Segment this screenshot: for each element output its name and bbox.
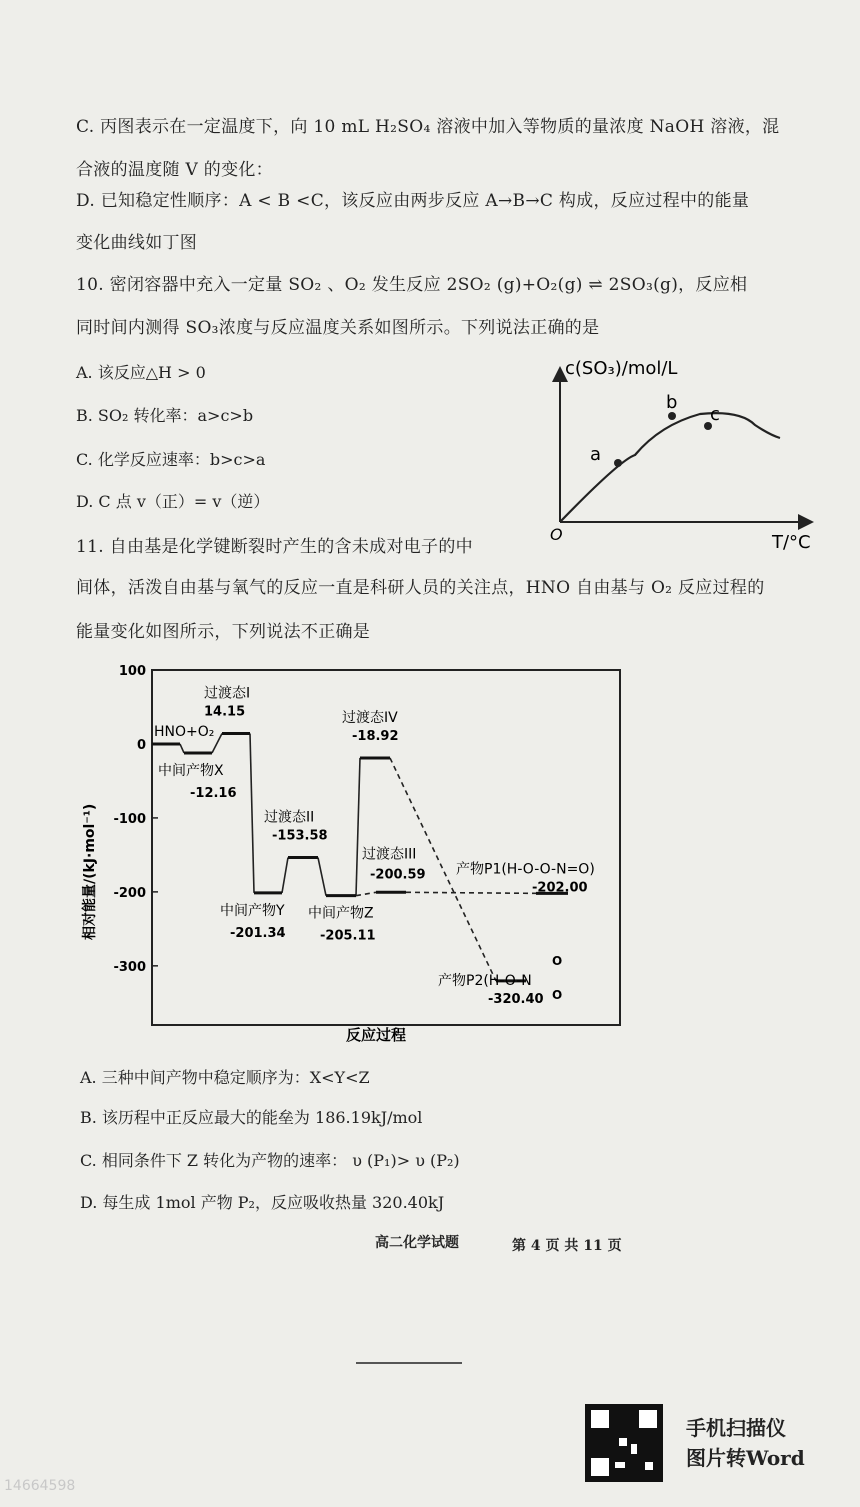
brand-line1: 手机扫描仪 (686, 1416, 786, 1440)
q11-connector (250, 733, 254, 892)
q11-option-d: D. 每生成 1mol 产物 P₂，反应吸收热量 320.40kJ (80, 1193, 445, 1212)
question-c-line1: C. 丙图表示在一定温度下，向 10 mL H₂SO₄ 溶液中加入等物质的量浓度 NaOH 溶液，混 (76, 117, 780, 137)
footer-subject: 高二化学试题 (375, 1235, 459, 1251)
q11-ytick-label: -300 (113, 959, 146, 975)
q10-point-c-label: c (710, 404, 720, 425)
q11-energy-diagram (80, 660, 640, 1050)
qr-code-icon (585, 1404, 663, 1482)
q10-point-a-label: a (590, 444, 602, 465)
q11-ytick-label: 0 (136, 737, 146, 753)
q10-curve (560, 413, 780, 522)
q11-option-a: A. 三种中间产物中稳定顺序为：X<Y<Z (80, 1068, 370, 1087)
question-d-line2: 变化曲线如丁图 (76, 233, 198, 253)
q11-level-value-4: -153.58 (272, 828, 328, 844)
q11-connector (180, 744, 184, 753)
q11-ytick-label: 100 (118, 664, 146, 679)
brand-line2: 图片转Word (686, 1446, 805, 1470)
q10-chart (540, 350, 830, 560)
q10-option-c: C. 化学反应速率：b>c>a (76, 450, 266, 469)
q11-connector (356, 758, 360, 896)
q11-option-c: C. 相同条件下 Z 转化为产物的速率： υ (P₁)> υ (P₂) (80, 1151, 460, 1170)
q10-origin-label: O (550, 525, 563, 544)
q11-stem-line3: 能量变化如图所示，下列说法不正确是 (76, 622, 371, 642)
q11-level-name-2: 过渡态I (204, 685, 251, 702)
q11-connector (356, 892, 376, 895)
q11-level-name-4: 过渡态II (264, 809, 315, 826)
q10-stem-line1: 10. 密闭容器中充入一定量 SO₂ 、O₂ 发生反应 2SO₂ (g)+O₂(g) ⇌ 2SO₃(g)，反应相 (76, 275, 748, 295)
q11-level-value-5: -205.11 (320, 928, 376, 944)
q11-level-value-6: -18.92 (352, 728, 399, 744)
q11-level-value-7: -200.59 (370, 867, 426, 883)
q11-p2-o-upper: O (552, 953, 563, 968)
q11-level-name-8: 产物P1(H-O-O-N=O) (456, 861, 595, 878)
q10-option-b: B. SO₂ 转化率：a>c>b (76, 406, 254, 425)
q10-x-label: T/°C (772, 532, 811, 553)
q11-connector (406, 892, 536, 893)
q11-y-label: 相对能量/(kJ·mol⁻¹) (82, 803, 98, 940)
q10-point-a (614, 459, 622, 467)
q10-option-d: D. C 点 v（正）= v（逆） (76, 492, 270, 511)
footer-page-number: 第 4 页 共 11 页 (512, 1238, 622, 1254)
q11-level-value-1: -12.16 (190, 785, 237, 801)
q11-level-name-7: 过渡态III (362, 846, 417, 863)
q11-stem-line2: 间体，活泼自由基与氧气的反应一直是科研人员的关注点，HNO 自由基与 O₂ 反应过程的 (76, 578, 765, 598)
scan-id: 14664598 (4, 1478, 76, 1494)
q10-stem-line2: 同时间内测得 SO₃浓度与反应温度关系如图所示。下列说法正确的是 (76, 318, 600, 338)
q10-y-label: c(SO₃)/mol/L (565, 358, 678, 379)
q11-level-value-2: 14.15 (204, 704, 246, 720)
q11-option-b: B. 该历程中正反应最大的能垒为 186.19kJ/mol (80, 1108, 423, 1127)
question-c-line2: 合液的温度随 V 的变化： (76, 160, 273, 180)
q11-level-value-9: -320.40 (488, 991, 544, 1007)
q10-point-b-label: b (666, 392, 678, 413)
q10-option-a: A. 该反应△H > 0 (76, 363, 206, 382)
q11-connector (318, 858, 326, 896)
q11-ytick-label: -100 (113, 811, 146, 827)
q11-x-label: 反应过程 (346, 1026, 407, 1044)
q11-level-name-0: HNO+O₂ (154, 723, 215, 740)
q11-level-name-9: 产物P2(H-O-N (438, 972, 532, 989)
bottom-rule (356, 1362, 462, 1364)
q11-level-name-6: 过渡态IV (342, 709, 398, 726)
question-d-line1: D. 已知稳定性顺序：A < B <C，该反应由两步反应 A→B→C 构成，反应过程中的能量 (76, 191, 750, 211)
q11-level-value-8: -202.00 (532, 880, 588, 896)
q11-ytick-label: -200 (113, 885, 146, 901)
q11-level-value-3: -201.34 (230, 925, 286, 941)
q11-stem-line1: 11. 自由基是化学键断裂时产生的含未成对电子的中 (76, 537, 473, 557)
q11-level-name-5: 中间产物Z (308, 905, 374, 922)
q11-p2-o-lower: O (552, 987, 563, 1002)
q10-point-b (668, 412, 676, 420)
q11-connector (282, 858, 288, 893)
q11-level-name-1: 中间产物X (158, 762, 224, 779)
q11-level-name-3: 中间产物Y (220, 902, 285, 919)
